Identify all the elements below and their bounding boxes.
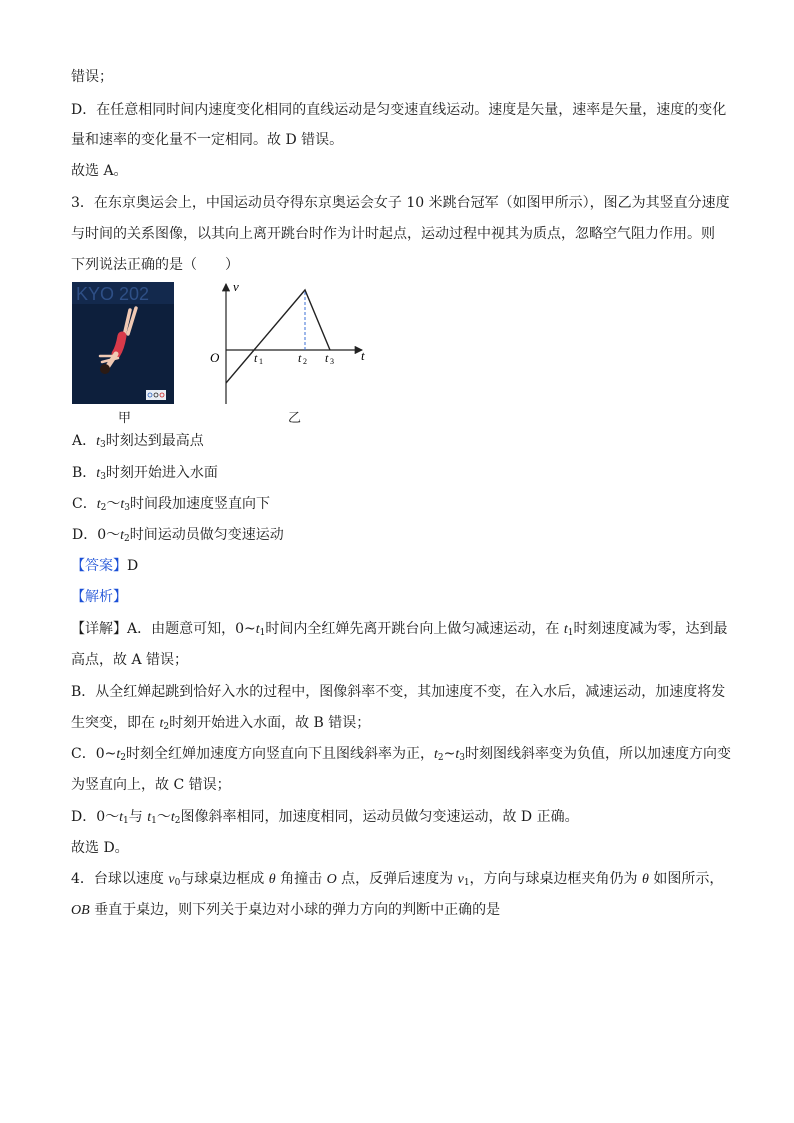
- option-text: 时刻达到最高点: [105, 433, 204, 449]
- option-text: 时间运动员做匀变速运动: [129, 527, 284, 543]
- option-a[interactable]: [72, 432, 727, 451]
- detail-text: D．0～: [71, 809, 120, 825]
- detail-text: 时刻全红婵加速度方向竖直向下且图线斜率为正，: [125, 746, 434, 762]
- option-text: 时刻开始进入水面: [105, 465, 218, 481]
- option-label: D．0～: [72, 527, 121, 543]
- detail-text: 生突变，即在: [71, 715, 160, 731]
- detail-line: 为竖直向上，故 C 错误；: [71, 777, 231, 793]
- question-4-line: [71, 901, 726, 920]
- answer-value: D: [127, 558, 139, 574]
- detail-sub: 2: [174, 816, 181, 826]
- q4-text: 角撞击: [275, 871, 327, 887]
- option-label: B．: [72, 465, 97, 481]
- option-label: C．: [72, 496, 97, 512]
- t3-sub: 3: [330, 357, 334, 366]
- option-sub: 3: [100, 440, 106, 450]
- detail-sub: 1: [151, 816, 157, 826]
- detail-var: t: [116, 747, 121, 762]
- question-3-line: 下列说法正确的是（ ）: [71, 257, 239, 273]
- q4-text: 垂直于桌边，则下列关于桌边对小球的弹力方向的判断中正确的是: [89, 902, 501, 918]
- question-3-line: 与时间的关系图像，以其向上离开跳台时作为计时起点，运动过程中视其为质点，忽略空气阻力作用。则: [71, 226, 715, 242]
- detail-line: [71, 620, 726, 639]
- detail-var: t: [255, 622, 260, 637]
- detail-var: t: [159, 716, 164, 731]
- diver-photo: [72, 282, 174, 404]
- t1-sub: 1: [259, 357, 263, 366]
- option-var: t: [96, 497, 101, 512]
- analysis-line: [71, 588, 726, 606]
- text-line: 错误；: [71, 69, 113, 85]
- detail-tag: 【详解】: [71, 621, 127, 637]
- figure-caption-yi: 乙: [288, 411, 302, 426]
- detail-line: 高点，故 A 错误；: [71, 652, 189, 668]
- q4-text: ，方向与球桌边框夹角仍为: [469, 871, 642, 887]
- analysis-tag: 【解析】: [71, 589, 127, 605]
- detail-var: t: [147, 810, 152, 825]
- detail-text: ～: [156, 809, 171, 825]
- t-axis-label: t: [361, 348, 365, 363]
- t2-sub: 2: [303, 357, 307, 366]
- option-d[interactable]: [72, 526, 727, 545]
- detail-text: 与: [128, 809, 148, 825]
- option-sub: 2: [124, 534, 130, 544]
- q4-var: θ: [268, 872, 276, 887]
- option-label: A．: [72, 433, 97, 449]
- q4-var: O: [326, 872, 337, 887]
- t3-label: t: [325, 351, 329, 365]
- figure-caption-jia: 甲: [118, 411, 132, 426]
- detail-sub: 2: [163, 722, 170, 732]
- q4-text: 如图所示，: [648, 871, 724, 887]
- option-sep: ～: [106, 496, 121, 512]
- t1-label: t: [254, 351, 258, 365]
- answer-tag: 【答案】: [71, 558, 127, 574]
- velocity-time-graph: [204, 280, 379, 412]
- detail-text: C．0~: [71, 746, 117, 762]
- detail-line: [71, 808, 726, 827]
- option-text: 时间段加速度竖直向下: [129, 496, 270, 512]
- detail-text: 图像斜率相同，加速度相同，运动员做匀变速运动，故 D 正确。: [180, 809, 579, 825]
- q4-var: v: [168, 872, 175, 887]
- detail-line: [71, 745, 731, 764]
- detail-line: [71, 714, 726, 733]
- question-4-line: [71, 870, 726, 889]
- q4-text: 点，反弹后速度为: [336, 871, 458, 887]
- option-sub: 2: [100, 503, 107, 513]
- detail-var: t: [119, 810, 124, 825]
- option-sub: 3: [100, 472, 106, 482]
- detail-sub: 2: [120, 753, 126, 763]
- q4-var: OB: [71, 903, 90, 918]
- velocity-curve: [226, 290, 330, 383]
- text-line: D．在任意相同时间内速度变化相同的直线运动是匀变速直线运动。速度是矢量，速率是矢量，速度的变化: [71, 102, 727, 118]
- question-3-line: 3．在东京奥运会上，中国运动员夺得东京奥运会女子 10 米跳台冠军（如图甲所示），图乙为其竖直分速度: [71, 195, 730, 211]
- banner-text: KYO 202: [76, 284, 150, 304]
- option-sub: 3: [124, 503, 130, 513]
- q4-var: v: [457, 872, 464, 887]
- detail-text: 时刻图线斜率变为负值，所以加速度方向变: [464, 746, 731, 762]
- detail-var: t: [433, 747, 438, 762]
- origin-label: O: [210, 350, 220, 365]
- q4-text: 4．台球以速度: [71, 871, 169, 887]
- option-b[interactable]: [72, 464, 727, 483]
- v-axis-label: v: [233, 280, 239, 294]
- option-var: t: [120, 528, 125, 543]
- detail-line: 故选 D。: [71, 840, 129, 856]
- detail-text: 时间内全红婵先离开跳台向上做匀减速运动，在: [265, 621, 564, 637]
- q4-sub: 1: [463, 878, 470, 888]
- detail-var: t: [170, 810, 175, 825]
- text-line: 故选 A。: [71, 163, 128, 179]
- q4-sub: 0: [174, 878, 181, 888]
- option-c[interactable]: [72, 495, 727, 514]
- text-line: 量和速率的变化量不一定相同。故 D 错误。: [71, 132, 344, 148]
- detail-text: 时刻速度减为零，达到最: [573, 621, 728, 637]
- detail-line: B．从全红婵起跳到恰好入水的过程中，图像斜率不变，其加速度不变，在入水后，减速运动，加速度将发: [71, 684, 726, 700]
- detail-sub: 2: [437, 753, 444, 763]
- q4-text: 与球桌边框成: [180, 871, 269, 887]
- detail-var: t: [455, 747, 460, 762]
- detail-sub: 1: [259, 628, 266, 638]
- detail-text: A．由题意可知，0~: [127, 621, 256, 637]
- detail-sub: 1: [123, 816, 129, 826]
- option-var: t: [96, 466, 101, 481]
- option-var: t: [120, 497, 125, 512]
- detail-text: ~: [443, 746, 456, 762]
- answer-line: [71, 557, 726, 575]
- q4-var: θ: [642, 872, 649, 887]
- option-var: t: [96, 434, 101, 449]
- detail-sub: 1: [567, 628, 574, 638]
- detail-var: t: [563, 622, 568, 637]
- t2-label: t: [298, 351, 302, 365]
- detail-text: 时刻开始进入水面，故 B 错误；: [169, 715, 371, 731]
- detail-sub: 3: [459, 753, 465, 763]
